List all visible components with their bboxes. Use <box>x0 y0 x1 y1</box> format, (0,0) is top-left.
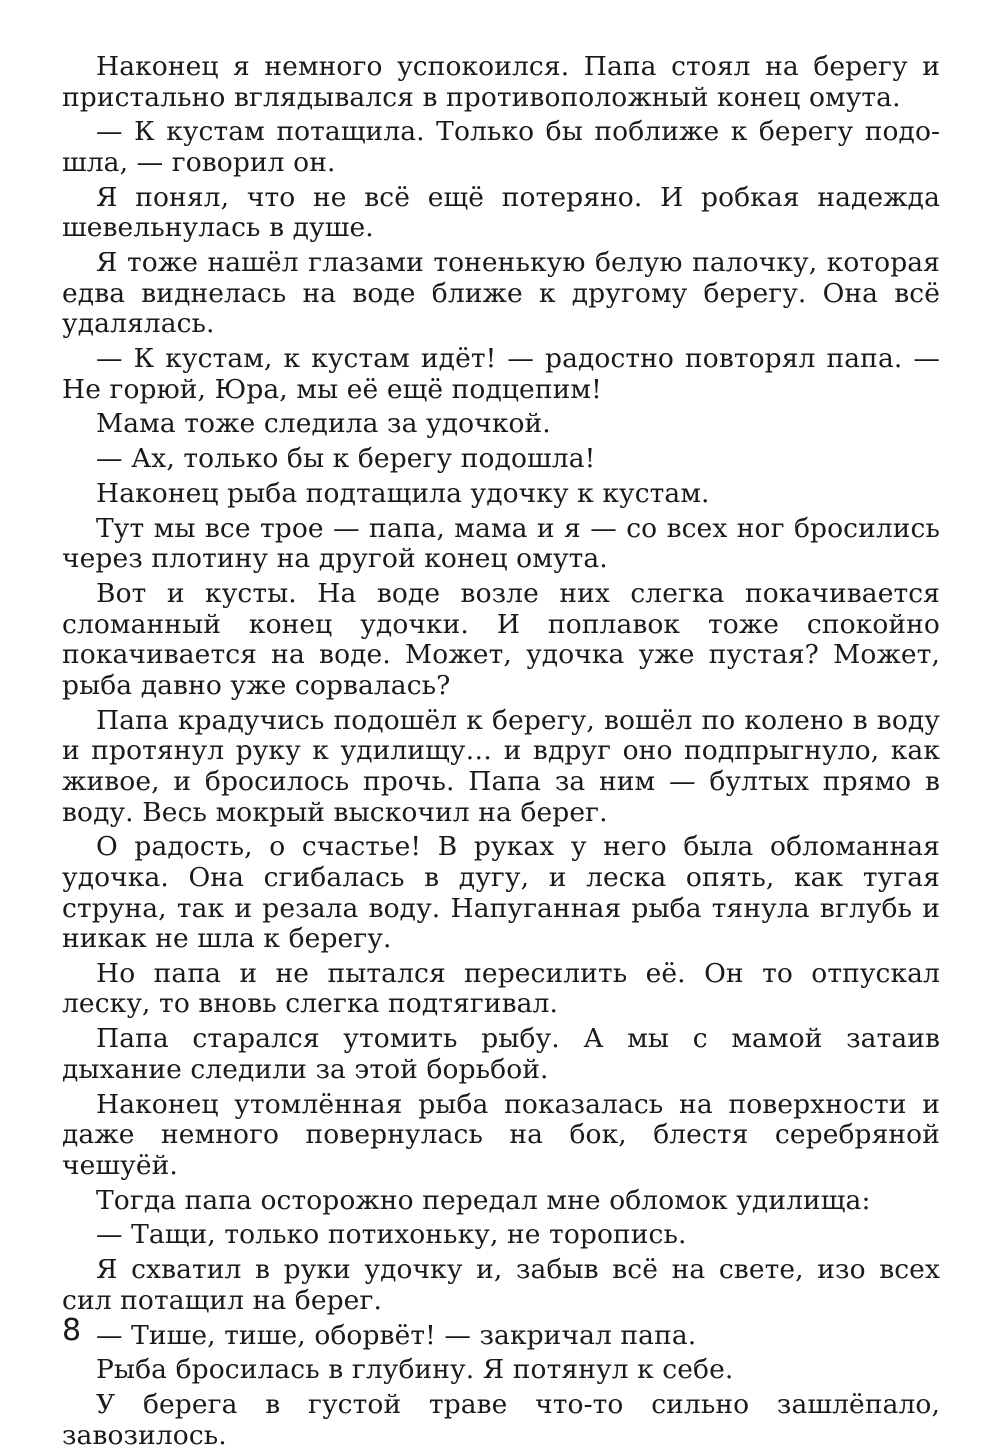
paragraph: Наконец рыба подтащила удочку к кустам. <box>96 478 710 510</box>
paragraph: Рыба бросилась в глубину. Я потянул к себе. <box>96 1354 734 1386</box>
paragraph: Тогда папа осторожно передал мне обломок удилища: <box>96 1184 871 1216</box>
paragraph: — Тише, тише, оборвёт! — закричал папа. <box>96 1319 697 1351</box>
paragraph: Но папа и не пытался пересилить её. Он то отпускал леску, то вновь слегка подтягивал. <box>62 957 940 1020</box>
paragraph: Папа крадучись подошёл к берегу, вошёл по колено в воду и протянул руку к удилищу… и вдруг оно подпрыгнуло, как живое, и бросилось прочь. Папа за ним — бултых прямо в воду. Весь мокрый выскочил на берег. <box>62 704 940 828</box>
paragraph: У берега в густой траве что-то сильно зашлёпало, завозилось. <box>62 1389 940 1451</box>
paragraph: Тут мы все трое — папа, мама и я — со всех ног бросились через плотину на другой конец омута. <box>62 512 940 575</box>
paragraph: Я тоже нашёл глазами тоненькую белую палочку, которая едва виднелась на воде ближе к другому берегу. Она всё удалялась. <box>62 247 940 340</box>
paragraph: Я схватил в руки удочку и, забыв всё на свете, изо всех сил потащил на берег. <box>62 1254 940 1316</box>
paragraph: Папа старался утомить рыбу. А мы с мамой затаив дыхание следили за этой борьбой. <box>62 1023 940 1085</box>
paragraph: Вот и кусты. На воде возле них слегка покачивается сломанный конец удочки. И поплавок тоже спокойно покачивается на воде. Может, удочка уже пустая? Может, рыба давно уже сорвалась? <box>62 578 940 701</box>
paragraph: — К кустам, к кустам идёт! — радостно повторял папа. — Не горюй, Юра, мы её ещё подцепим! <box>62 343 940 405</box>
page-number: 8 <box>62 1313 82 1348</box>
page-text <box>62 52 940 1455</box>
paragraph: Наконец я немного успокоился. Папа стоял на берегу и пристально вглядывался в противоположный конец омута. <box>62 51 940 113</box>
paragraph: Я понял, что не всё ещё потеряно. И робкая надежда шевельнулась в душе. <box>62 181 940 244</box>
paragraph: Наконец утомлённая рыба показалась на поверхности и даже немного повернулась на бок, блестя серебряной чешуёй. <box>62 1088 940 1181</box>
paragraph: — Тащи, только потихоньку, не торопись. <box>96 1219 687 1251</box>
paragraph: — К кустам потащила. Только бы поближе к берегу подошла, — говорил он. <box>62 116 940 178</box>
paragraph: — Ах, только бы к берегу подошла! <box>96 443 596 475</box>
paragraph: Мама тоже следила за удочкой. <box>96 408 551 440</box>
paragraph: О радость, о счастье! В руках у него была обломанная удочка. Она сгибалась в дугу, и леска опять, как тугая струна, так и резала воду. Напуганная рыба тянула вглубь и никак не шла к берегу. <box>62 831 940 955</box>
